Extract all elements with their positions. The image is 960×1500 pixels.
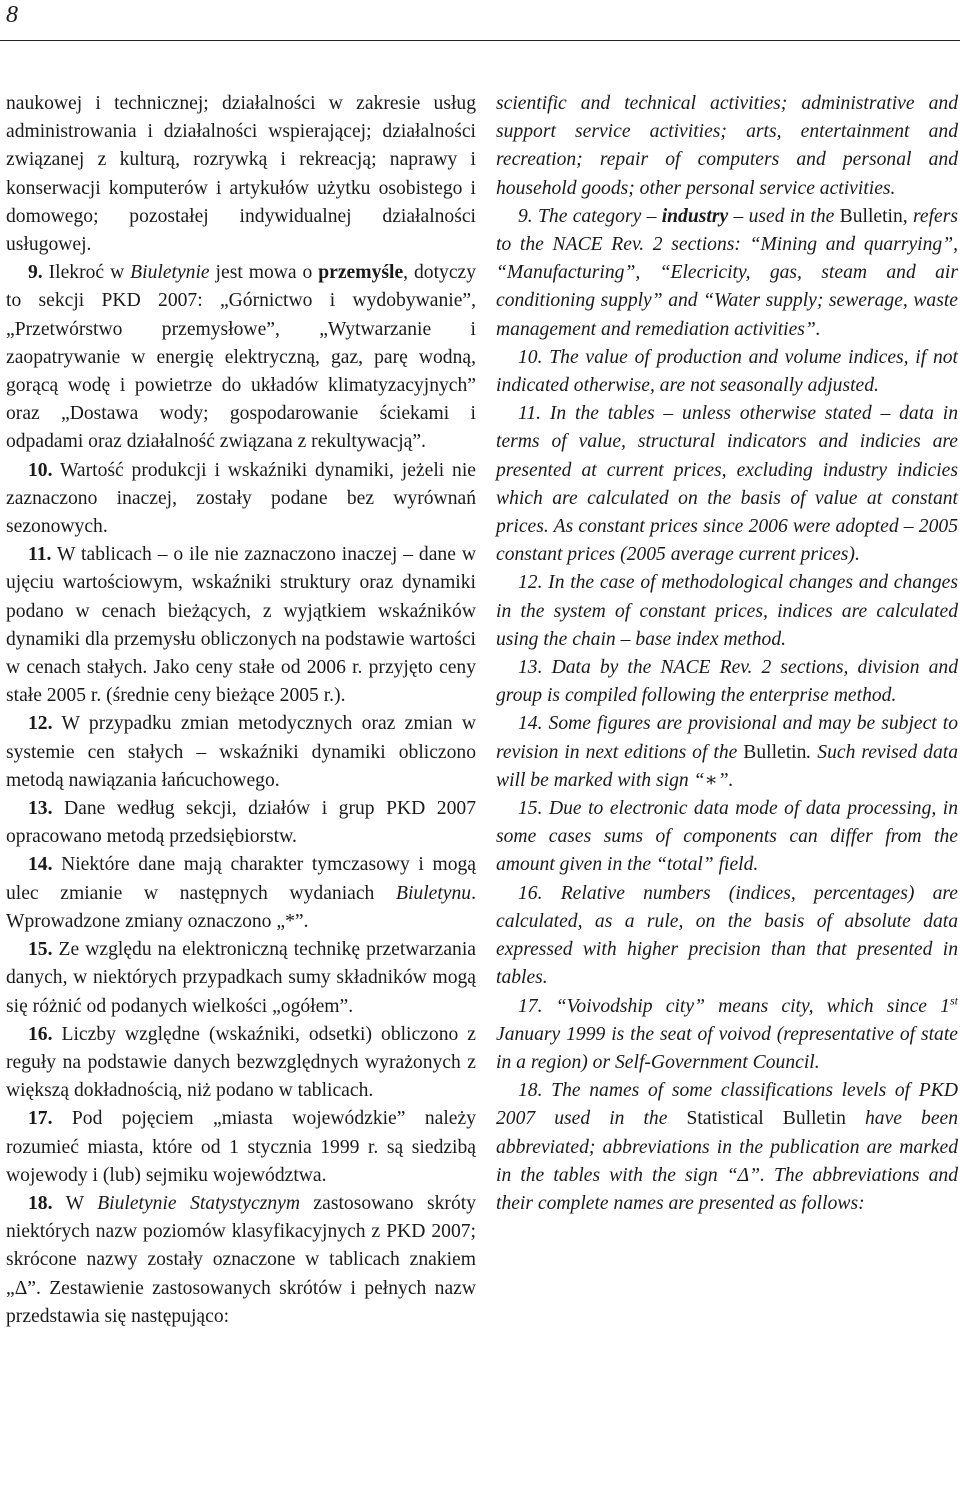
paragraph-text: W tablicach – o ile nie zaznaczono inaczej – dane w ujęciu wartościowym, wskaźniki struktury oraz dynamiki podano w cenach bieżących, z wyjątkiem wskaźników dynamiki dla przemysłu obliczonych na podstawie wartości w cenach stałych. Jako ceny stałe od 2006 r. przyjęto ceny stałe 2005 r. (średnie ceny bieżące 2005 r.). (6, 544, 476, 707)
paragraph-number: 15. (518, 798, 543, 820)
paragraph-number: 10. (518, 346, 543, 368)
emphasis-text: Biuletynu (396, 882, 472, 904)
header-rule (0, 40, 960, 41)
paragraph-text: In the case of methodological changes and changes in the system of constant prices, indices are calculated using the chain – base index method. (496, 572, 958, 650)
paragraph-16 (496, 880, 958, 993)
paragraph-12 (6, 710, 476, 795)
paragraph-text: Wartość produkcji i wskaźniki dynamiki, jeżeli nie zaznaczono inaczej, zostały podane bez wyrównań sezonowych. (6, 459, 476, 538)
polish-column (6, 90, 476, 1331)
paragraph-text: The value of production and volume indices, if not indicated otherwise, are not seasonally adjusted. (496, 346, 958, 397)
paragraph-10 (6, 457, 476, 542)
paragraph-number: 10. (28, 459, 53, 481)
paragraph-text: Ilekroć w (42, 262, 131, 284)
paragraph-number: 17. (518, 995, 543, 1017)
paragraph-number: 14. (518, 713, 543, 735)
upright-text: Bulletin (839, 205, 903, 227)
paragraph-text: Due to electronic data mode of data processing, in some cases sums of components can differ from the amount given in the “total” field. (496, 798, 958, 876)
paragraph-number: 11. (28, 544, 52, 566)
paragraph-18 (496, 1077, 958, 1218)
paragraph-number: 17. (28, 1108, 53, 1130)
paragraph-13 (496, 654, 958, 710)
paragraph-16 (6, 1021, 476, 1106)
paragraph-number: 16. (518, 882, 543, 904)
paragraph-intro: naukowej i technicznej; działalności w zakresie usług administrowania i działalności wspierającej; działalności związanej z kulturą, rozrywką i rekreacją; naprawy i konserwacji komputerów i artykułów użytku osobistego i domowego; pozostałej indywidualnej działalności usługowej. (6, 93, 476, 256)
paragraph-number: 15. (28, 939, 53, 961)
paragraph-15 (6, 936, 476, 1021)
paragraph-text: . Wprowadzone zmiany oznaczono „*”. (6, 882, 476, 932)
paragraph-14 (6, 851, 476, 936)
paragraph-text: , dotyczy to sekcji PKD 2007: „Górnictwo i wydobywanie”, „Przetwórstwo przemysłowe”, „Wytwarzanie i zaopatrywanie w energię elektryczną, gaz, parę wodną, gorącą wodę i powietrze do układów klimatyzacyjnych” oraz „Dostawa wody; gospodarowanie ściekami i odpadami oraz działalność związana z rekultywacją”. (6, 262, 477, 453)
paragraph-number: 18. (518, 1080, 543, 1102)
paragraph-number: 12. (518, 572, 543, 594)
paragraph-text: Some figures are provisional and may be subject to revision in next editions of the (496, 713, 958, 763)
paragraph-9 (6, 259, 476, 456)
paragraph-14 (496, 710, 958, 795)
paragraph-text: W przypadku zmian metodycznych oraz zmian w systemie cen stałych – wskaźniki dynamiki obliczono metodą nawiązania łańcuchowego. (6, 713, 476, 791)
paragraph-text: , refers to the NACE Rev. 2 sections: “Mining and quarrying”, “Manufacturing”, “Elecricity, gas, steam and air conditioning supply” and “Water supply; sewerage, waste management and remediation activities”. (496, 205, 958, 340)
bold-term: przemyśle (318, 262, 404, 284)
emphasis-text: Biuletynie (130, 262, 210, 284)
paragraph-number: 9. (518, 205, 533, 227)
upright-text: Bulletin (743, 741, 807, 763)
paragraph-text: jest mowa o (209, 262, 319, 284)
superscript: st (949, 992, 958, 1007)
paragraph-15 (496, 795, 958, 880)
paragraph-text: . Such revised data will be marked with sign “∗”. (496, 741, 958, 791)
paragraph-text: Relative numbers (indices, percentages) are calculated, as a rule, on the basis of absolute data expressed with higher precision than that presented in tables. (496, 882, 958, 989)
paragraph-text: The category – (532, 205, 662, 227)
paragraph-text: Liczby względne (wskaźniki, odsetki) obliczono z reguły na podstawie danych bezwzględnych wyrażonych z większą dokładnością, niż podano w tablicach. (6, 1023, 476, 1102)
paragraph-11 (496, 400, 958, 569)
paragraph-number: 18. (28, 1192, 53, 1214)
paragraph-text: Data by the NACE Rev. 2 sections, division and group is compiled following the enterprise method. (496, 657, 958, 707)
paragraph-text: “Voivodship city” means city, which since 1 (542, 995, 950, 1017)
upright-text: Statistical Bulletin (686, 1108, 846, 1130)
paragraph-10 (496, 344, 958, 400)
paragraph-number: 12. (28, 713, 53, 735)
paragraph-text: The names of some classifications levels of PKD 2007 used in the (496, 1080, 958, 1130)
paragraph-text: Ze względu na elektroniczną technikę przetwarzania danych, w niektórych przypadkach sumy składników mogą się różnić od podanych wielkości „ogółem”. (6, 939, 476, 1017)
paragraph-11 (6, 541, 476, 710)
english-column (496, 90, 958, 1218)
paragraph-18 (6, 1190, 476, 1331)
paragraph-intro: scientific and technical activities; administrative and support service activities; arts, entertainment and recreation; repair of computers and personal and household goods; other personal service activities. (496, 93, 958, 199)
page-number: 8 (6, 2, 18, 28)
paragraph-text: – used in the (728, 205, 840, 227)
paragraph-text: zastosowano skróty niektórych nazw poziomów klasyfikacyjnych z PKD 2007; skrócone nazwy zostały oznaczone w tablicach znakiem „Δ”. Zestawienie zastosowanych skrótów i pełnych nazw przedstawia się następująco: (6, 1192, 476, 1327)
paragraph-number: 13. (518, 657, 543, 679)
paragraph-number: 9. (28, 262, 43, 284)
paragraph-13 (6, 795, 476, 851)
paragraph-9 (496, 203, 958, 344)
paragraph-text: W (52, 1192, 98, 1214)
paragraph-number: 13. (28, 798, 53, 820)
bold-term: industry (661, 205, 729, 227)
paragraph-number: 16. (28, 1023, 53, 1045)
paragraph-12 (496, 569, 958, 654)
paragraph-number: 14. (28, 854, 53, 876)
paragraph-text: Niektóre dane mają charakter tymczasowy i mogą ulec zmianie w następnych wydaniach (6, 854, 476, 904)
paragraph-text: Pod pojęciem „miasta wojewódzkie” należy rozumieć miasta, które od 1 stycznia 1999 r. są siedzibą wojewody i (lub) sejmiku województwa. (6, 1108, 476, 1186)
paragraph-text: January 1999 is the seat of voivod (representative of state in a region) or Self-Government Council. (496, 1023, 958, 1073)
paragraph-text: In the tables – unless otherwise stated – data in terms of value, structural indicators and indicies are presented at current prices, excluding industry indicies which are calculated on the basis of value at constant prices. As constant prices since 2006 were adopted – 2005 constant prices (2005 average current prices). (496, 403, 958, 566)
paragraph-17 (6, 1105, 476, 1190)
paragraph-text: Dane według sekcji, działów i grup PKD 2007 opracowano metodą przedsiębiorstw. (6, 798, 476, 848)
paragraph-number: 11. (518, 403, 542, 425)
paragraph-text: have been abbreviated; abbreviations in the publication are marked in the tables with the sign “Δ”. The abbreviations and their complete names are presented as follows: (496, 1108, 959, 1214)
emphasis-text: Biuletynie Statystycznym (97, 1192, 300, 1214)
paragraph-17 (496, 993, 958, 1078)
